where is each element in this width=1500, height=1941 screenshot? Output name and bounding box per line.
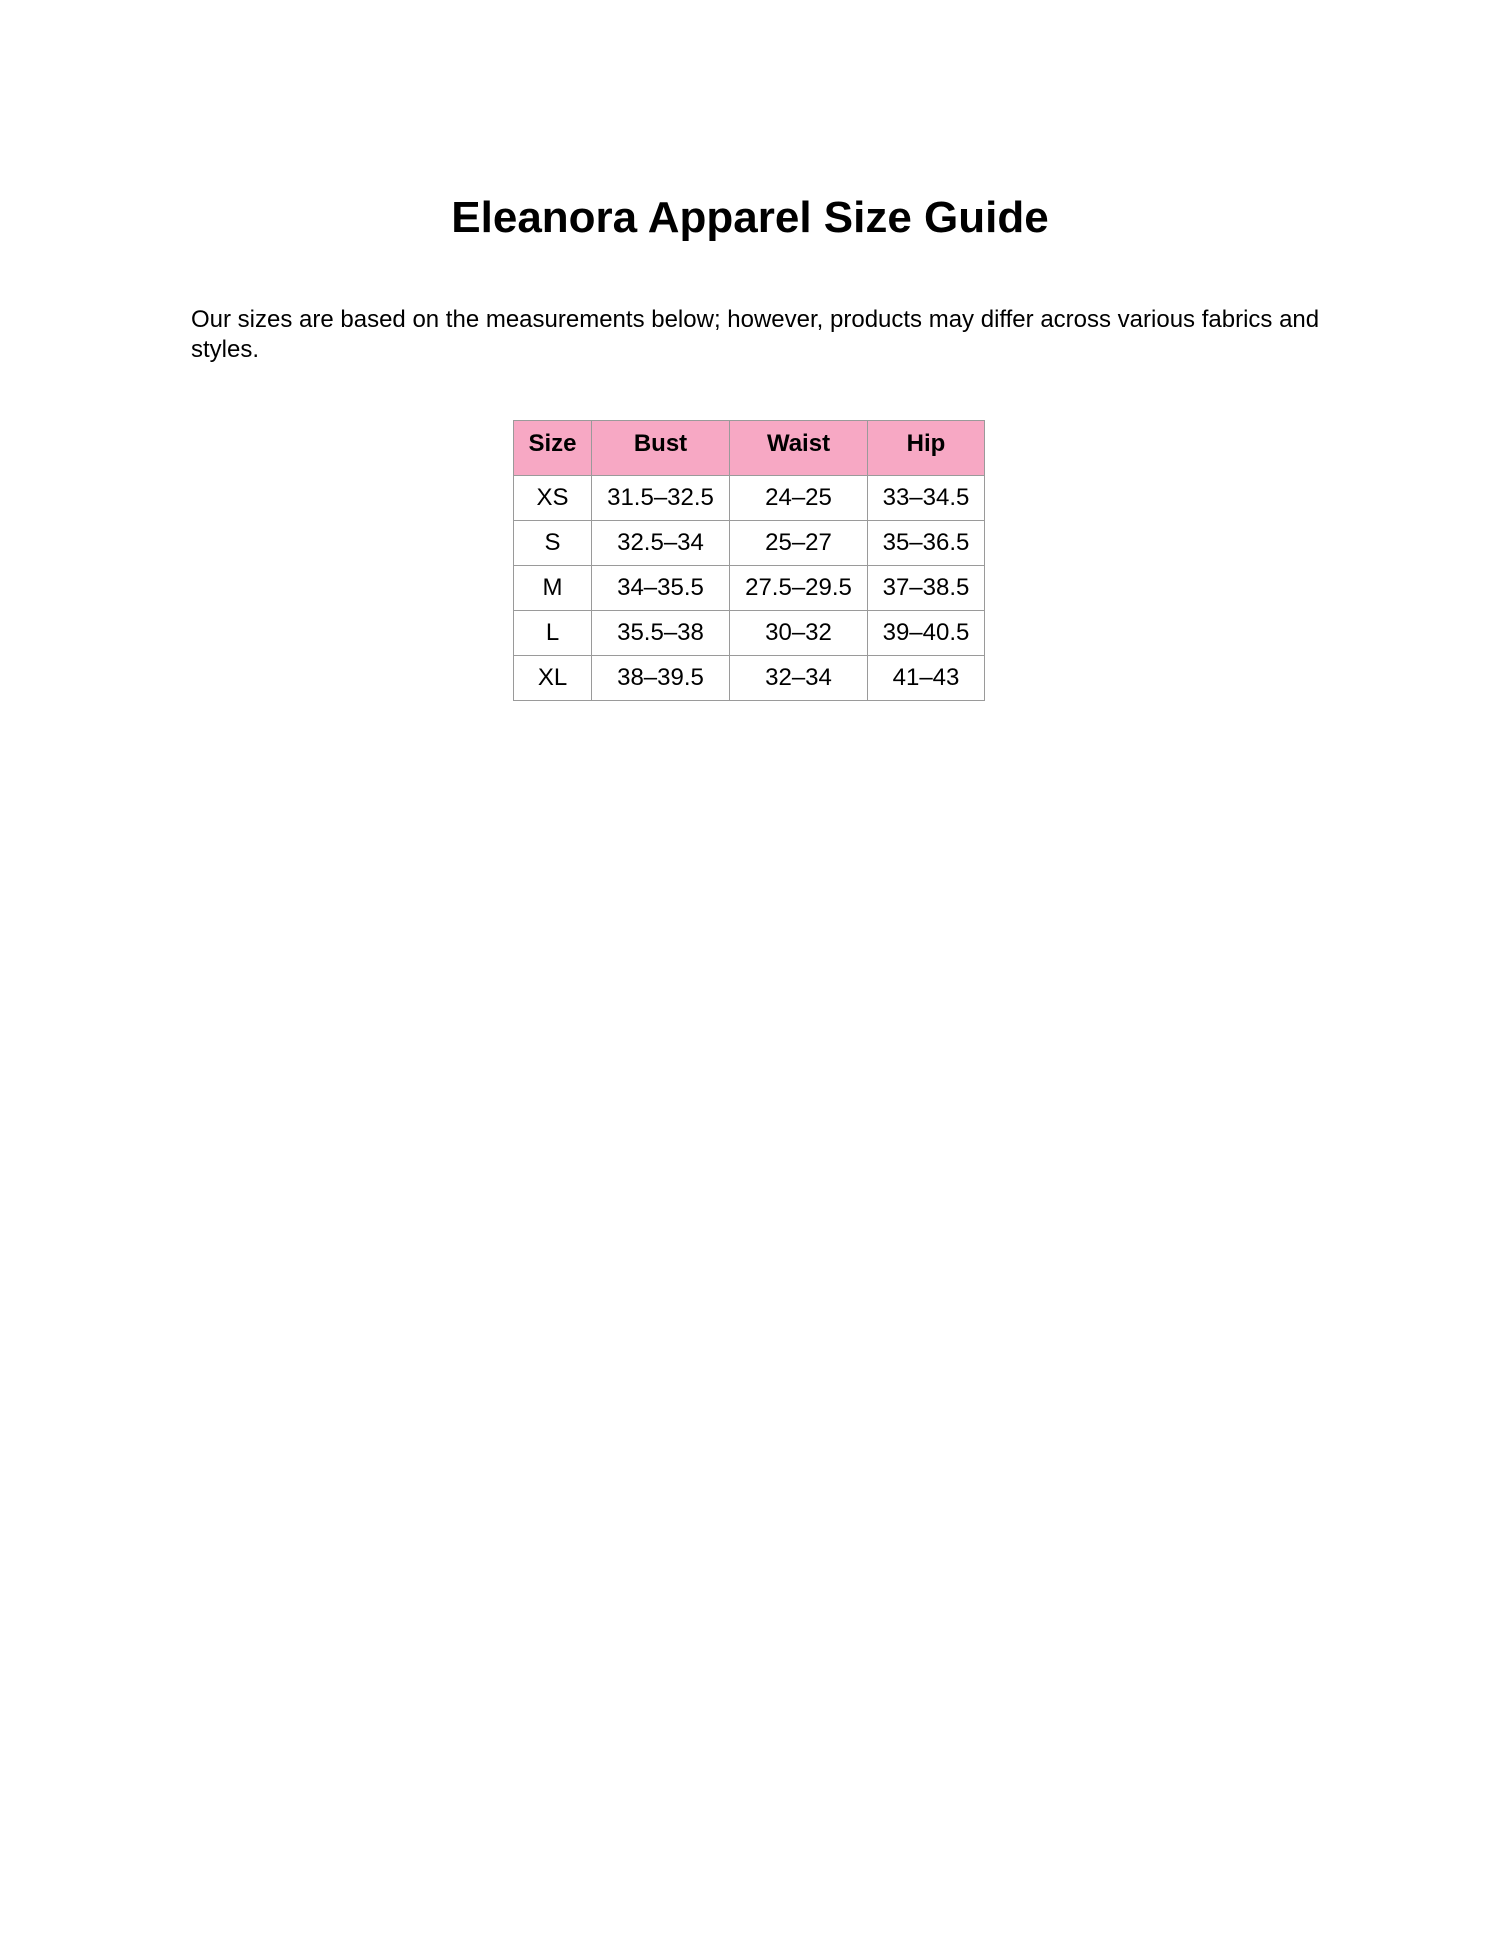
cell-hip: 33–34.5 bbox=[868, 476, 985, 521]
table-row bbox=[514, 521, 985, 566]
cell-bust: 38–39.5 bbox=[592, 656, 730, 701]
cell-waist: 32–34 bbox=[730, 656, 868, 701]
size-chart-table bbox=[513, 420, 985, 701]
header-bust: Bust bbox=[592, 421, 730, 476]
cell-bust: 31.5–32.5 bbox=[592, 476, 730, 521]
header-row bbox=[514, 421, 985, 476]
table-row bbox=[514, 566, 985, 611]
cell-waist: 30–32 bbox=[730, 611, 868, 656]
cell-bust: 34–35.5 bbox=[592, 566, 730, 611]
cell-waist: 24–25 bbox=[730, 476, 868, 521]
header-waist: Waist bbox=[730, 421, 868, 476]
cell-waist: 25–27 bbox=[730, 521, 868, 566]
cell-hip: 39–40.5 bbox=[868, 611, 985, 656]
table-header bbox=[514, 421, 985, 476]
cell-size: M bbox=[514, 566, 592, 611]
cell-hip: 37–38.5 bbox=[868, 566, 985, 611]
cell-size: XS bbox=[514, 476, 592, 521]
header-size: Size bbox=[514, 421, 592, 476]
header-hip: Hip bbox=[868, 421, 985, 476]
cell-waist: 27.5–29.5 bbox=[730, 566, 868, 611]
table-row bbox=[514, 611, 985, 656]
cell-hip: 35–36.5 bbox=[868, 521, 985, 566]
cell-bust: 35.5–38 bbox=[592, 611, 730, 656]
cell-size: L bbox=[514, 611, 592, 656]
cell-size: XL bbox=[514, 656, 592, 701]
cell-bust: 32.5–34 bbox=[592, 521, 730, 566]
cell-size: S bbox=[514, 521, 592, 566]
table-row bbox=[514, 656, 985, 701]
intro-paragraph: Our sizes are based on the measurements below; however, products may differ across various fabrics and styles. bbox=[191, 306, 1320, 363]
cell-hip: 41–43 bbox=[868, 656, 985, 701]
page-title: Eleanora Apparel Size Guide bbox=[451, 193, 1049, 242]
table-body bbox=[514, 476, 985, 701]
table-row bbox=[514, 476, 985, 521]
